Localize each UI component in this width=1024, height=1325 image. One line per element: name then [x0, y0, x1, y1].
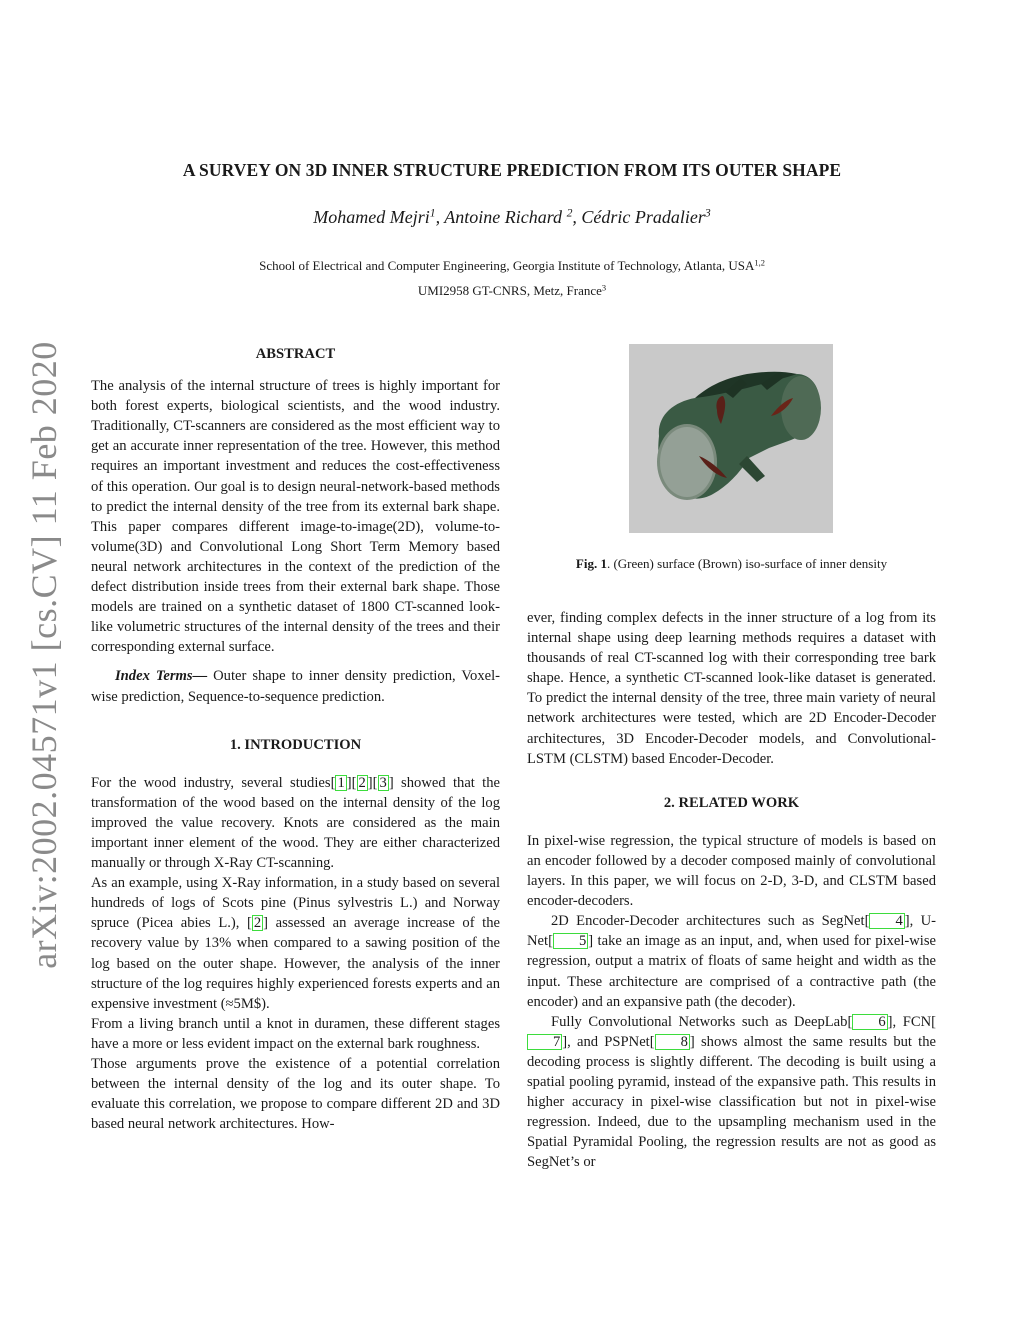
log-render-image: [629, 344, 833, 533]
author-1: Mohamed Mejri: [313, 207, 430, 227]
text-run: For the wood industry, several studies: [91, 774, 331, 791]
author-list: [0, 207, 1024, 228]
figure-caption-text: . (Green) surface (Brown) iso-surface of inner density: [606, 556, 888, 571]
intro-paragraph-1: For the wood industry, several studies[ 1 ][ 2 ][ 3 ] showed that the transformation of the wood based on the internal density of the log improved the value recovery. Knots are considered as the main important inner element of the wood. They are either characterized manually or through X-Ray CT-scanning.: [91, 774, 501, 872]
arxiv-identifier-text: arXiv:2002.04571v1 [cs.CV] 11 Feb 2020: [24, 341, 64, 969]
author-1-mark: 1: [429, 206, 436, 220]
text-run: , and PSPNet: [567, 1033, 650, 1050]
abstract-text: The analysis of the internal structure of trees is highly important for both forest experts, biological scientists, and the wood industry. Traditionally, CT-scanners are considered as the most efficient way to get an accurate inner representation of the tree. However, this method requires an important investment and reduces the cost-effectiveness of this operation. Our goal is to design neural-network-based methods to predict the internal density of the tree from its external bark shape. This paper compares different image-to-image(2D), volume-to-volume(3D) and Convolutional Long Short Term Memory based neural network architectures in the context of the prediction of the defect distribution inside trees from their external bark shape. Those models are trained on a synthetic dataset of 1800 CT-scanned look-like volumetric structures of the internal density of the trees and their corresponding external surface.: [91, 378, 500, 656]
citation-link[interactable]: 7: [527, 1034, 562, 1050]
citation-link[interactable]: 2: [358, 774, 366, 791]
author-separator: ,: [435, 207, 445, 227]
text-run: take an image as an input, and, when used for pixel-wise regression, output a matrix of floats of same height and width as the input. These architecture are comprised of a contractive path (the encoder) and an expansive path (the decoder).: [527, 933, 936, 1010]
paper-title: A SURVEY ON 3D INNER STRUCTURE PREDICTION FROM ITS OUTER SHAPE: [182, 160, 842, 180]
text-run: showed that the transformation of the wood based on the internal density of the log improved the value recovery. Knots are considered as the main important inner element of the wood. They are either characterized manually or through X-Ray CT-scanning.: [91, 774, 501, 872]
affiliation-1: [0, 258, 1024, 274]
left-column: [91, 344, 500, 1134]
index-terms: [91, 666, 500, 706]
intro-continuation: ever, finding complex defects in the inner structure of a log from its internal shape using deep learning methods requires a dataset with thousands of real CT-scanned log with their corresponding tree bark shape. Hence, a synthetic CT-scanned look-like dataset is generated. To predict the internal density of the tree, three main variety of neural network architectures were tested, which are 2D Encoder-Decoder architectures, 3D Encoder-Decoder models, and Convolutional-LSTM (CLSTM) based Encoder-Decoder.: [527, 610, 936, 767]
affiliation-2: [0, 283, 1024, 299]
intro-paragraph-4: Those arguments prove the existence of a potential correlation between the internal density of the log and its outer shape. To evaluate this correlation, we propose to compare different 2D and 3D based neural network architectures. How-: [91, 1056, 500, 1133]
citation-link[interactable]: 6: [852, 1014, 887, 1030]
text-run: , FCN: [892, 1013, 932, 1030]
text-run: , U-Net: [527, 913, 936, 950]
author-3-mark: 3: [704, 206, 711, 220]
text-run: 2D Encoder-Decoder architectures such as SegNet: [551, 913, 865, 930]
intro-paragraph-3: From a living branch until a knot in duramen, these different stages have a more or less evident impact on the external bark roughness.: [91, 1015, 500, 1052]
related-paragraph-2: 2D Encoder-Decoder architectures such as SegNet[ 4 ], U-Net[ 5 ] take an image as an input, and, when used for pixel-wise regression, output a matrix of floats of same height and width as the input. These architecture are comprised of a contractive path (the encoder) and an expansive path (the decoder).: [527, 913, 936, 1010]
related-paragraph-1: In pixel-wise regression, the typical structure of models is based on an encoder followed by a decoder composed mainly of convolutional layers. In this paper, we will focus on 2-D, 3-D, and CLSTM based encoder-decoders.: [527, 832, 936, 910]
author-2: Antoine Richard: [444, 207, 567, 227]
index-terms-text: Outer shape to inner density prediction, Voxel-wise prediction, Sequence-to-sequence prediction.: [91, 668, 501, 705]
related-paragraph-3: Fully Convolutional Networks such as DeepLab[ 6 ], FCN[7 ], and PSPNet[ 8 ] shows almost the same results but the decoding process is slightly different. The decoding is built using a spatial pooling pyramid, instead of the expansive path. This results in higher accuracy in pixel-wise classification but not in pixel-wise regression. Indeed, due to the upsampling mechanism used in the Spatial Pyramidal Pooling, the regression results are not as good as SegNet’s or: [527, 1013, 937, 1171]
text-run: Fully Convolutional Networks such as DeepLab: [551, 1013, 848, 1030]
index-terms-label: Index Terms—: [115, 668, 208, 685]
text-run: shows almost the same results but the decoding process is slightly different. The decoding is built using a spatial pooling pyramid, instead of the expansive path. This results in higher accuracy in pixel-wise classification but not in pixel-wise regression. Indeed, due to the upsampling mechanism used in the Spatial Pyramidal Pooling, the regression results are not as good as SegNet’s or: [527, 1033, 937, 1171]
text-run: As an example, using X-Ray information, in a study based on several hundreds of logs of Scots pine (Pinus sylvestris L.) and Norway spruce (Picea abies L.),: [91, 875, 500, 932]
arxiv-identifier-stamp: [24, 341, 64, 969]
affiliation-2-mark: 3: [601, 282, 607, 293]
citation-link[interactable]: 4: [869, 913, 904, 929]
author-3: Cédric Pradalier: [581, 207, 705, 227]
text-run: assessed an average increase of the recovery value by 13% when compared to a sawing position of the log based on the outer shape. However, the analysis of the inner structure of the log requires highly experienced forests experts and an expensive investment (≈5M$).: [91, 915, 500, 1012]
citation-link[interactable]: 8: [655, 1034, 690, 1050]
affiliation-2-text: UMI2958 GT-CNRS, Metz, France: [417, 283, 602, 298]
affiliation-1-mark: 1,2: [754, 257, 765, 268]
author-separator: ,: [572, 207, 582, 227]
log-render-figure: [629, 344, 833, 533]
figure-caption: [527, 556, 936, 572]
right-column: [527, 608, 936, 1172]
figure-label: Fig. 1: [575, 556, 607, 571]
intro-paragraph-2: As an example, using X-Ray information, in a study based on several hundreds of logs of Scots pine (Pinus sylvestris L.) and Norway spruce (Picea abies L.), [ 2 ] assessed an average increase of the recovery value by 13% when compared to a sawing position of the log based on the outer shape. However, the analysis of the inner structure of the log requires highly experienced forests experts and an expensive investment (≈5M$).: [91, 875, 500, 1012]
citation-link[interactable]: 5: [553, 933, 588, 949]
related-work-heading: 2. RELATED WORK: [663, 794, 800, 811]
citation-link[interactable]: 2: [253, 915, 262, 932]
citation-link[interactable]: 3: [379, 774, 387, 791]
introduction-heading: 1. INTRODUCTION: [229, 736, 362, 753]
author-2-mark: 2: [566, 206, 573, 220]
citation-link[interactable]: 1: [337, 774, 345, 791]
abstract-heading: ABSTRACT: [255, 346, 336, 362]
affiliation-1-text: School of Electrical and Computer Engineering, Georgia Institute of Technology, Atlanta, USA: [259, 258, 755, 273]
